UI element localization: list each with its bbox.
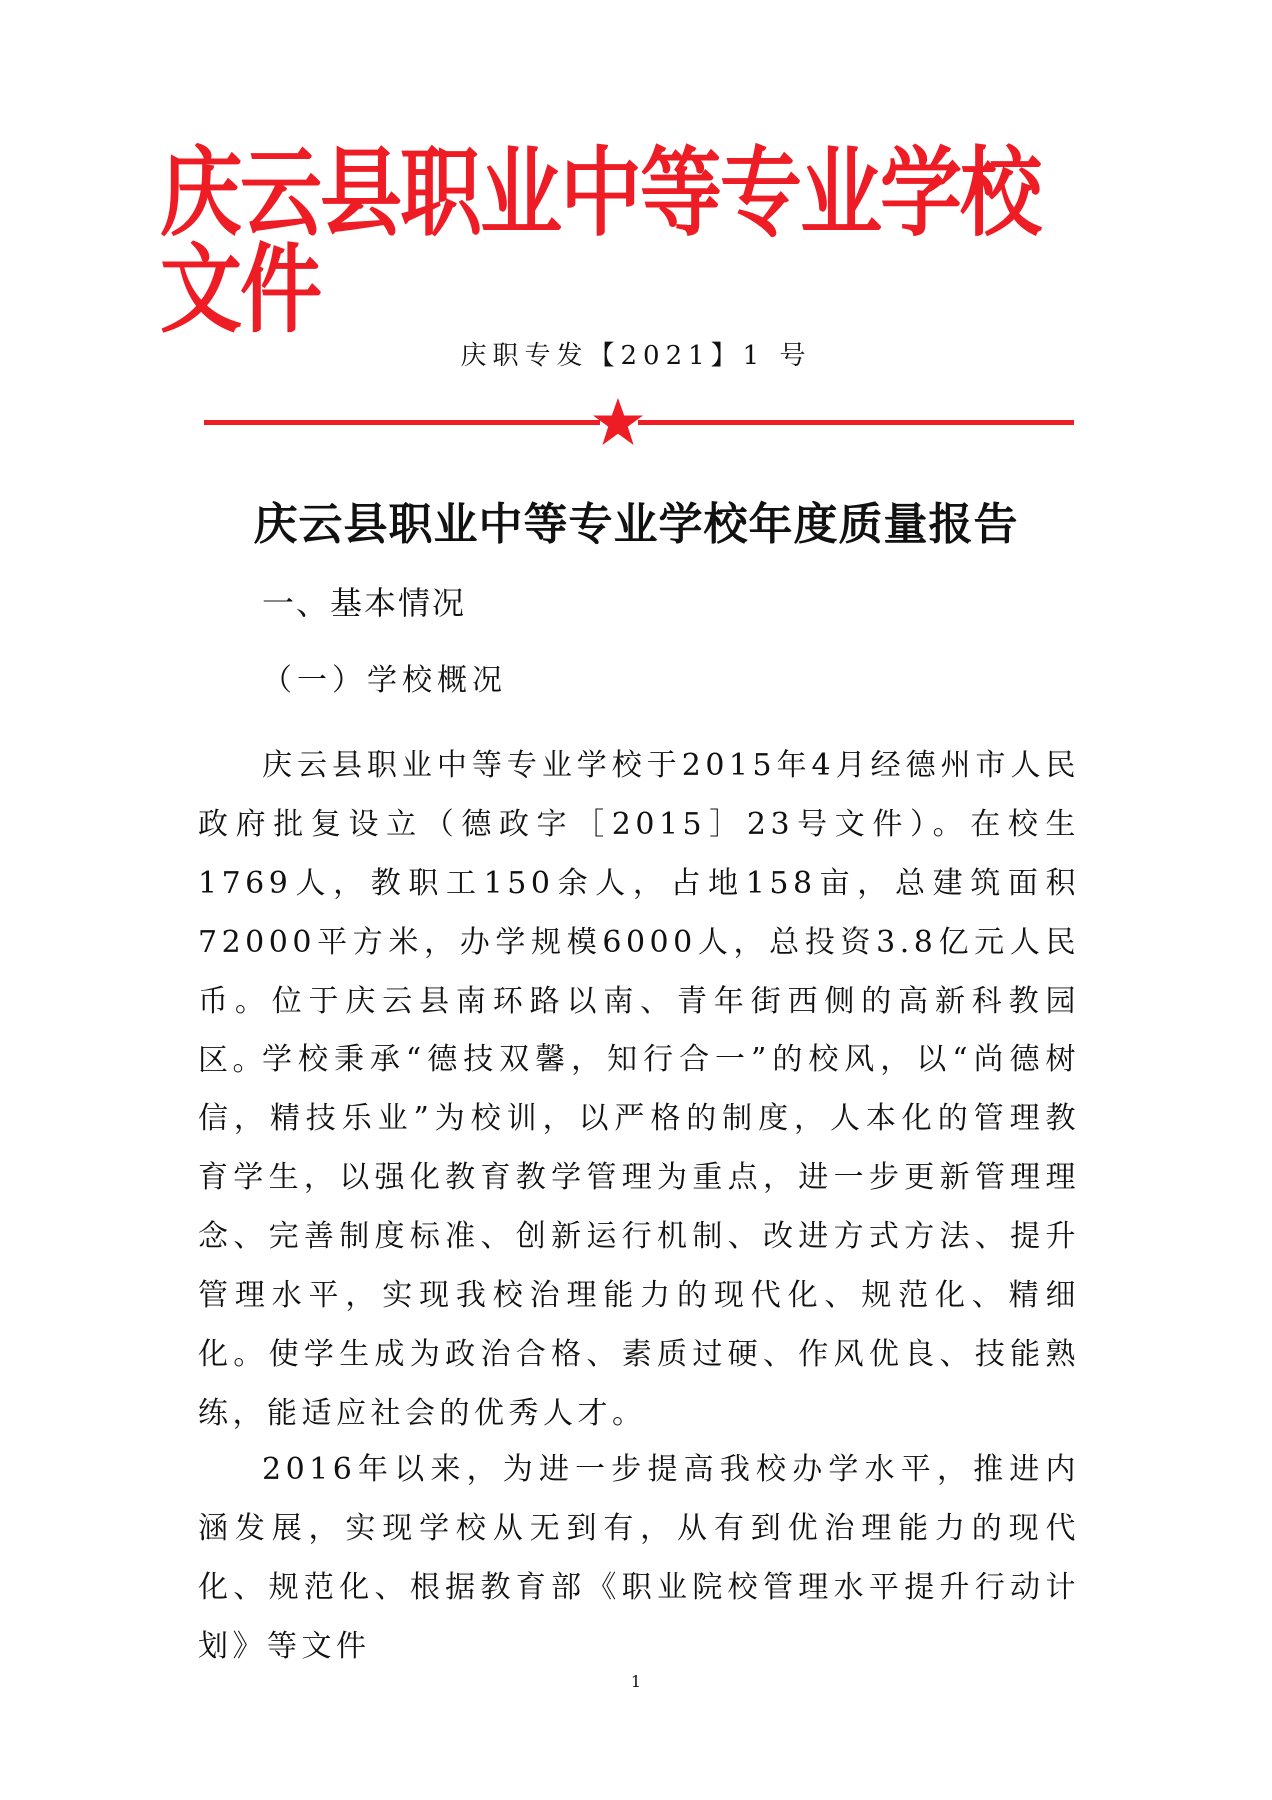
page-number: 1 [630, 1672, 642, 1691]
body-paragraph-1: 庆云县职业中等专业学校于2015年4月经德州市人民政府批复设立（德政字［2015］23号文件）。在校生1769人，教职工150余人，占地158亩，总建筑面积72000平方米，办学规模6000人，总投资3.8亿元人民币。位于庆云县南环路以南、青年街西侧的高新科教园区。 [198, 748, 1080, 1078]
red-divider-left [204, 420, 600, 425]
section-heading: 一、基本情况 [262, 584, 467, 622]
document-number: 庆职专发【2021】1 号 [460, 341, 812, 371]
body-paragraph-3: 2016年以来，为进一步提高我校办学水平，推进内涵发展，实现学校从无到有，从有到优治理能力的现代化、规范化、根据教育部《职业院校管理水平提升行动计划》等文件 [198, 1452, 1080, 1664]
masthead-title: 庆云县职业中等专业学校文件 [160, 137, 1041, 347]
red-divider-right [638, 420, 1074, 425]
report-title: 庆云县职业中等专业学校年度质量报告 [253, 499, 1019, 550]
red-star-icon [592, 397, 644, 447]
body-paragraph-2: 学校秉承“德技双馨，知行合一”的校风，以“尚德树信，精技乐业”为校训，以严格的制度，人本化的管理教育学生，以强化教育教学管理为重点，进一步更新管理理念、完善制度标准、创新运行机制、改进方式方法、提升管理水平，实现我校治理能力的现代化、规范化、精细化。使学生成为政治合格、素质过硬、作风优良、技能熟练，能适应社会的优秀人才。 [198, 1042, 1080, 1431]
subsection-heading: （一）学校概况 [262, 663, 507, 698]
